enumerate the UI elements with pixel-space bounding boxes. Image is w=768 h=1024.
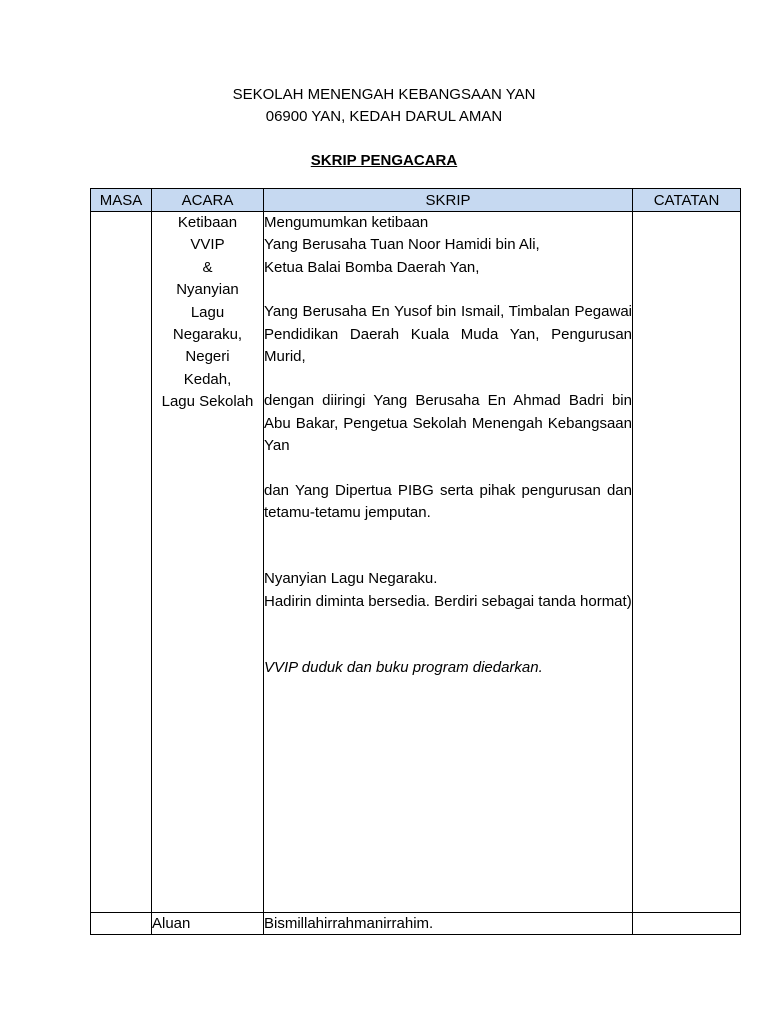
catatan-cell (633, 212, 741, 913)
skrip-cell (264, 212, 633, 913)
school-address: 06900 YAN, KEDAH DARUL AMAN (265, 108, 503, 125)
acara-line: Kedah, (183, 370, 232, 388)
acara-line: Negaraku, (172, 326, 243, 344)
skrip-cell: Bismillahirrahmanirrahim. (264, 913, 633, 935)
acara-line: Lagu Sekolah (161, 393, 254, 411)
masa-cell (91, 913, 152, 935)
acara-line: VVIP (190, 236, 225, 254)
catatan-cell (633, 913, 741, 935)
skrip-paragraph: Yang Berusaha Tuan Noor Hamidi bin Ali, (264, 236, 540, 254)
script-table (90, 188, 741, 935)
skrip-paragraph: Nyanyian Lagu Negaraku. (264, 570, 438, 588)
column-header-masa: MASA (91, 189, 152, 212)
acara-line: Lagu (190, 303, 225, 321)
skrip-paragraph: Ketua Balai Bomba Daerah Yan, (264, 258, 480, 276)
skrip-paragraph: dan Yang Dipertua PIBG serta pihak pengurusan dan tetamu-tetamu jemputan. (264, 481, 632, 522)
acara-line: & (202, 258, 213, 276)
skrip-note: VVIP duduk dan buku program diedarkan. (264, 659, 543, 677)
acara-cell: Aluan (152, 913, 264, 935)
acara-line: Negeri (185, 348, 230, 366)
column-header-acara: ACARA (152, 189, 264, 212)
skrip-paragraph: dengan diiringi Yang Berusaha En Ahmad Badri bin Abu Bakar, Pengetua Sekolah Menengah Kebangsaan Yan (264, 392, 632, 455)
skrip-paragraph: Mengumumkan ketibaan (264, 214, 429, 231)
column-header-catatan: CATATAN (633, 189, 741, 212)
table-header-row (91, 189, 741, 212)
column-header-skrip: SKRIP (264, 189, 633, 212)
masa-cell (91, 212, 152, 913)
table-row (91, 212, 741, 913)
skrip-paragraph: Yang Berusaha En Yusof bin Ismail, Timbalan Pegawai Pendidikan Daerah Kuala Muda Yan, Pengurusan Murid, (264, 303, 632, 366)
skrip-paragraph: Hadirin diminta bersedia. Berdiri sebagai tanda hormat) (264, 592, 632, 610)
school-name: SEKOLAH MENENGAH KEBANGSAAN YAN (232, 86, 536, 103)
table-row (91, 913, 741, 935)
document-title: SKRIP PENGACARA (310, 152, 458, 169)
acara-cell (152, 212, 264, 913)
acara-line: Nyanyian (176, 281, 239, 299)
acara-line: Ketibaan (177, 214, 238, 231)
